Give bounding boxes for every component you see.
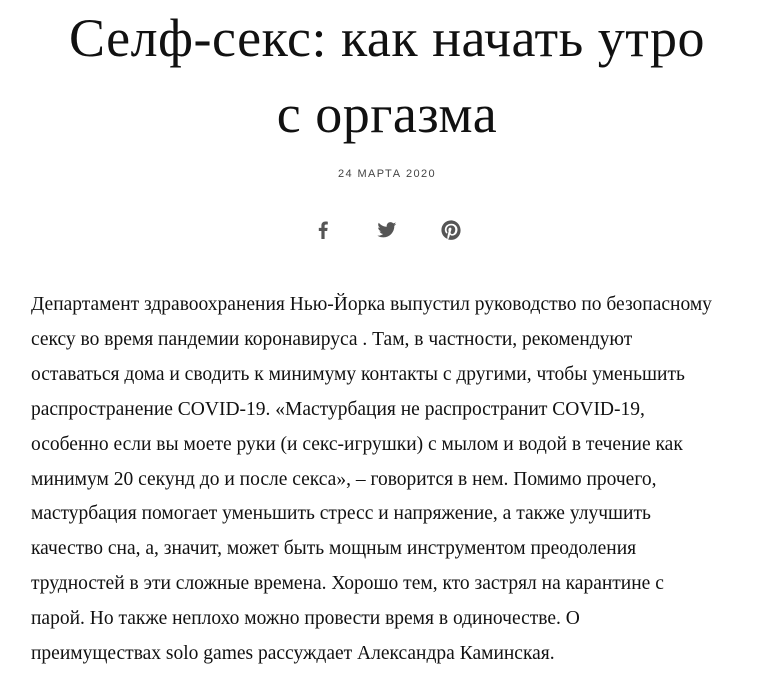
body-line: распространение COVID-19. «Мастурбация не распространит COVID-19, bbox=[31, 398, 645, 420]
twitter-icon bbox=[377, 222, 397, 238]
body-line: парой. Но также неплохо можно провести время в одиночестве. О bbox=[31, 608, 580, 630]
body-line: особенно если вы моете руки (и секс-игрушки) с мылом и водой в течение как bbox=[31, 433, 683, 455]
share-pinterest-button[interactable] bbox=[437, 216, 465, 244]
publish-date: 24 МАРТА 2020 bbox=[337, 168, 437, 180]
share-twitter-button[interactable] bbox=[373, 216, 401, 244]
article-title bbox=[0, 0, 774, 152]
body-line: преимуществах solo games рассуждает Александра Каминская. bbox=[31, 643, 555, 665]
body-line: сексу во время пандемии коронавируса . Там, в частности, рекомендуют bbox=[31, 328, 633, 350]
body-line: Департамент здравоохранения Нью-Йорка выпустил руководство по безопасному bbox=[31, 294, 712, 315]
body-line: минимум 20 секунд до и после секса», – говорится в нем. Помимо прочего, bbox=[31, 468, 657, 490]
share-facebook-button[interactable] bbox=[309, 216, 337, 244]
facebook-icon bbox=[317, 221, 329, 239]
article-title-line-1: Селф-секс: как начать утро bbox=[68, 8, 706, 68]
pinterest-icon bbox=[441, 220, 461, 240]
article-body bbox=[31, 288, 766, 672]
body-line: оставаться дома и сводить к минимуму контакты с другими, чтобы уменьшить bbox=[31, 363, 685, 385]
share-bar bbox=[0, 216, 774, 244]
body-line: трудностей в эти сложные времена. Хорошо тем, кто застрял на карантине с bbox=[31, 573, 664, 595]
body-line: мастурбация помогает уменьшить стресс и напряжение, а также улучшить bbox=[31, 503, 651, 525]
body-line: качество сна, а, значит, может быть мощным инструментом преодоления bbox=[31, 538, 637, 560]
article-title-line-2: с оргазма bbox=[276, 84, 498, 144]
